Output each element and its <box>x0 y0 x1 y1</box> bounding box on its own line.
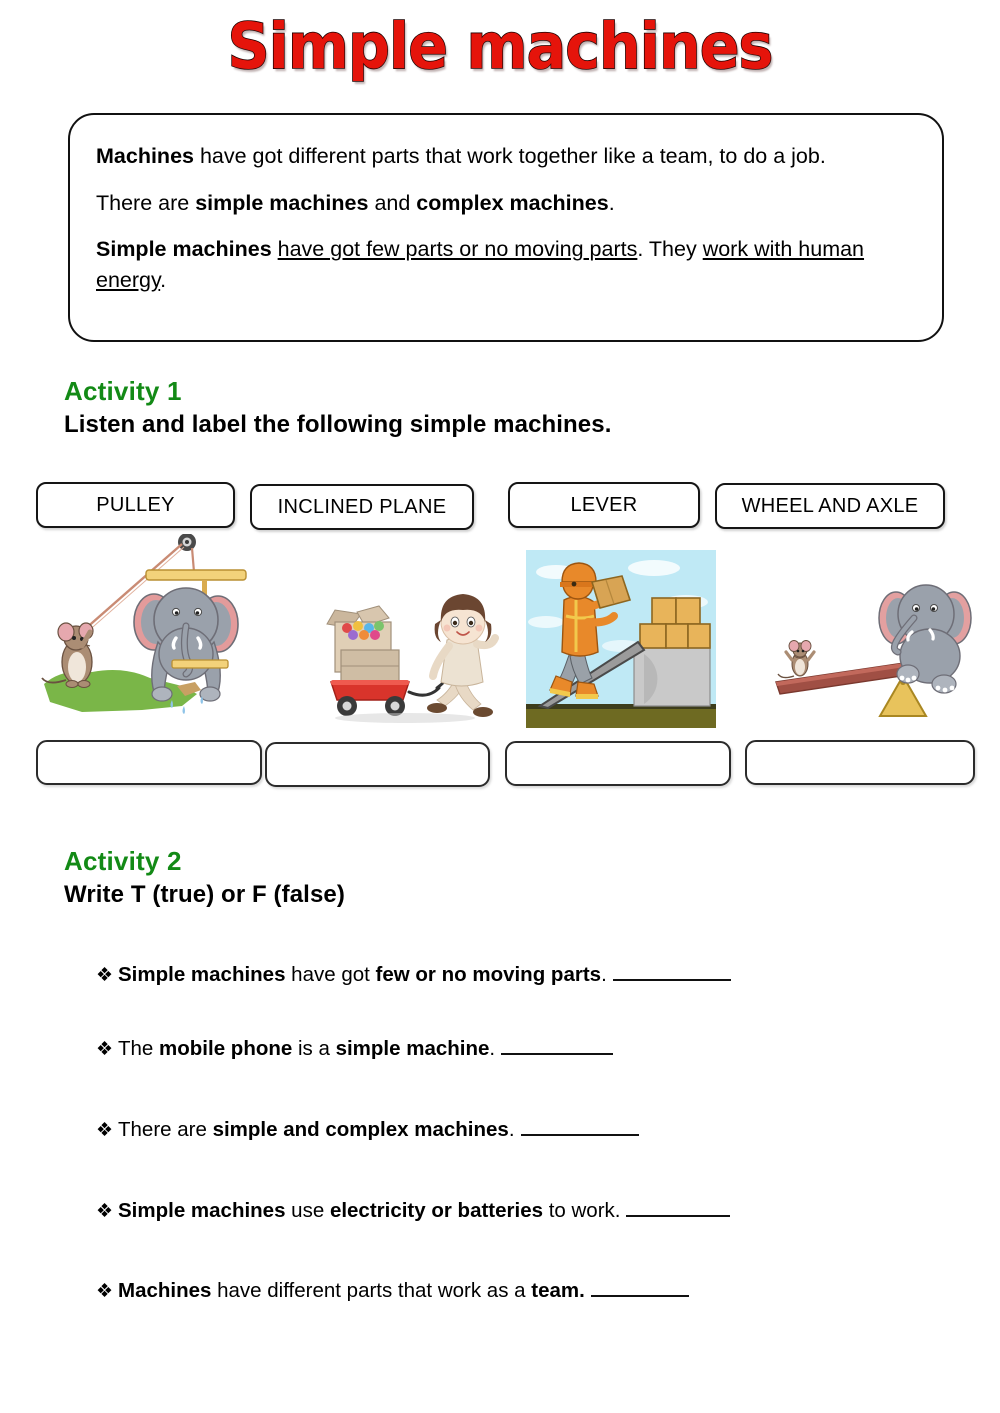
statement-3 <box>96 1117 639 1144</box>
statement-segment: have got <box>285 963 376 986</box>
info-text-2b: and <box>368 190 417 215</box>
activity-2-label: Activity 2 <box>64 846 182 876</box>
answer-box-2[interactable] <box>265 742 490 787</box>
answer-box-4[interactable] <box>745 740 975 785</box>
statement-segment: simple machine <box>335 1037 490 1060</box>
info-box <box>68 113 944 342</box>
answer-blank-5[interactable] <box>591 1282 689 1297</box>
statement-segment: Simple machines <box>118 963 286 986</box>
info-text-2c: . <box>608 190 615 215</box>
word-bank-label: INCLINED PLANE <box>277 495 447 518</box>
info-paragraph-2 <box>96 188 914 219</box>
activity-2-instruction: Write T (true) or F (false) <box>64 881 345 908</box>
diamond-bullet-icon: ❖ <box>96 1120 114 1141</box>
info-text-3b: . They <box>637 237 703 262</box>
info-text-2a: There are <box>96 190 196 215</box>
statement-segment: mobile phone <box>159 1037 293 1060</box>
statement-5 <box>96 1278 689 1305</box>
diamond-bullet-icon: ❖ <box>96 1039 114 1060</box>
word-bank-wheel-and-axle[interactable] <box>715 483 945 529</box>
statement-segment: . <box>508 1118 515 1141</box>
statement-segment: Machines <box>118 1279 212 1302</box>
page-title: Simple machines <box>227 10 773 83</box>
info-bold-complex-machines: complex machines <box>416 190 609 215</box>
word-bank-label: WHEEL AND AXLE <box>741 494 919 517</box>
statement-segment: There are <box>118 1118 213 1141</box>
answer-blank-3[interactable] <box>521 1121 639 1136</box>
statement-segment: team. <box>531 1279 585 1302</box>
answer-blank-4[interactable] <box>626 1202 730 1217</box>
answer-box-3[interactable] <box>505 741 731 786</box>
wheel-and-axle-illustration <box>305 588 505 728</box>
pulley-illustration <box>32 534 272 730</box>
inclined-plane-illustration <box>526 550 716 728</box>
info-paragraph-1 <box>96 141 914 172</box>
statement-2 <box>96 1036 613 1063</box>
word-bank-lever[interactable] <box>508 482 700 528</box>
info-text-1: have got different parts that work together like a team, to do a job. <box>193 144 826 168</box>
lever-illustration <box>748 556 973 728</box>
statement-1 <box>96 962 731 989</box>
answer-box-1[interactable] <box>36 740 262 785</box>
statement-segment: . <box>601 963 607 986</box>
info-underline-human-energy: work with human energy <box>96 237 865 292</box>
word-bank-inclined-plane[interactable] <box>250 484 474 530</box>
statement-segment: is a <box>292 1037 336 1060</box>
activity-2-heading-block <box>64 846 345 909</box>
statement-segment: . <box>489 1037 496 1060</box>
statement-segment: Simple machines <box>118 1199 286 1222</box>
word-bank-label: PULLEY <box>96 493 175 516</box>
statement-4 <box>96 1198 730 1225</box>
statement-segment: have different parts that work as a <box>211 1279 532 1302</box>
info-bold-simple-machines: simple machines <box>195 190 369 215</box>
word-bank-label: LEVER <box>570 493 638 516</box>
activity-1-label: Activity 1 <box>64 376 182 406</box>
diamond-bullet-icon: ❖ <box>96 1281 114 1302</box>
activity-1-heading-block <box>64 376 611 439</box>
statement-segment: to work. <box>543 1199 621 1222</box>
statement-segment: simple and complex machines <box>212 1118 509 1141</box>
answer-blank-2[interactable] <box>501 1040 613 1055</box>
info-paragraph-3 <box>96 234 914 295</box>
info-bold-simple-machines-2: Simple machines <box>96 237 272 262</box>
info-bold-machines: Machines <box>96 144 194 168</box>
diamond-bullet-icon: ❖ <box>96 1201 114 1222</box>
statement-segment: The <box>118 1037 160 1060</box>
info-text-3c: . <box>160 267 167 292</box>
info-underline-few-parts: have got few parts or no moving parts <box>277 237 638 262</box>
diamond-bullet-icon: ❖ <box>96 965 114 986</box>
word-bank-pulley[interactable] <box>36 482 235 528</box>
title-banner <box>0 10 1000 83</box>
activity-1-instruction: Listen and label the following simple machines. <box>64 411 612 438</box>
statement-segment: few or no moving parts <box>375 963 602 986</box>
statement-segment: use <box>285 1199 330 1222</box>
answer-blank-1[interactable] <box>613 966 731 981</box>
statement-segment: electricity or batteries <box>329 1199 544 1222</box>
